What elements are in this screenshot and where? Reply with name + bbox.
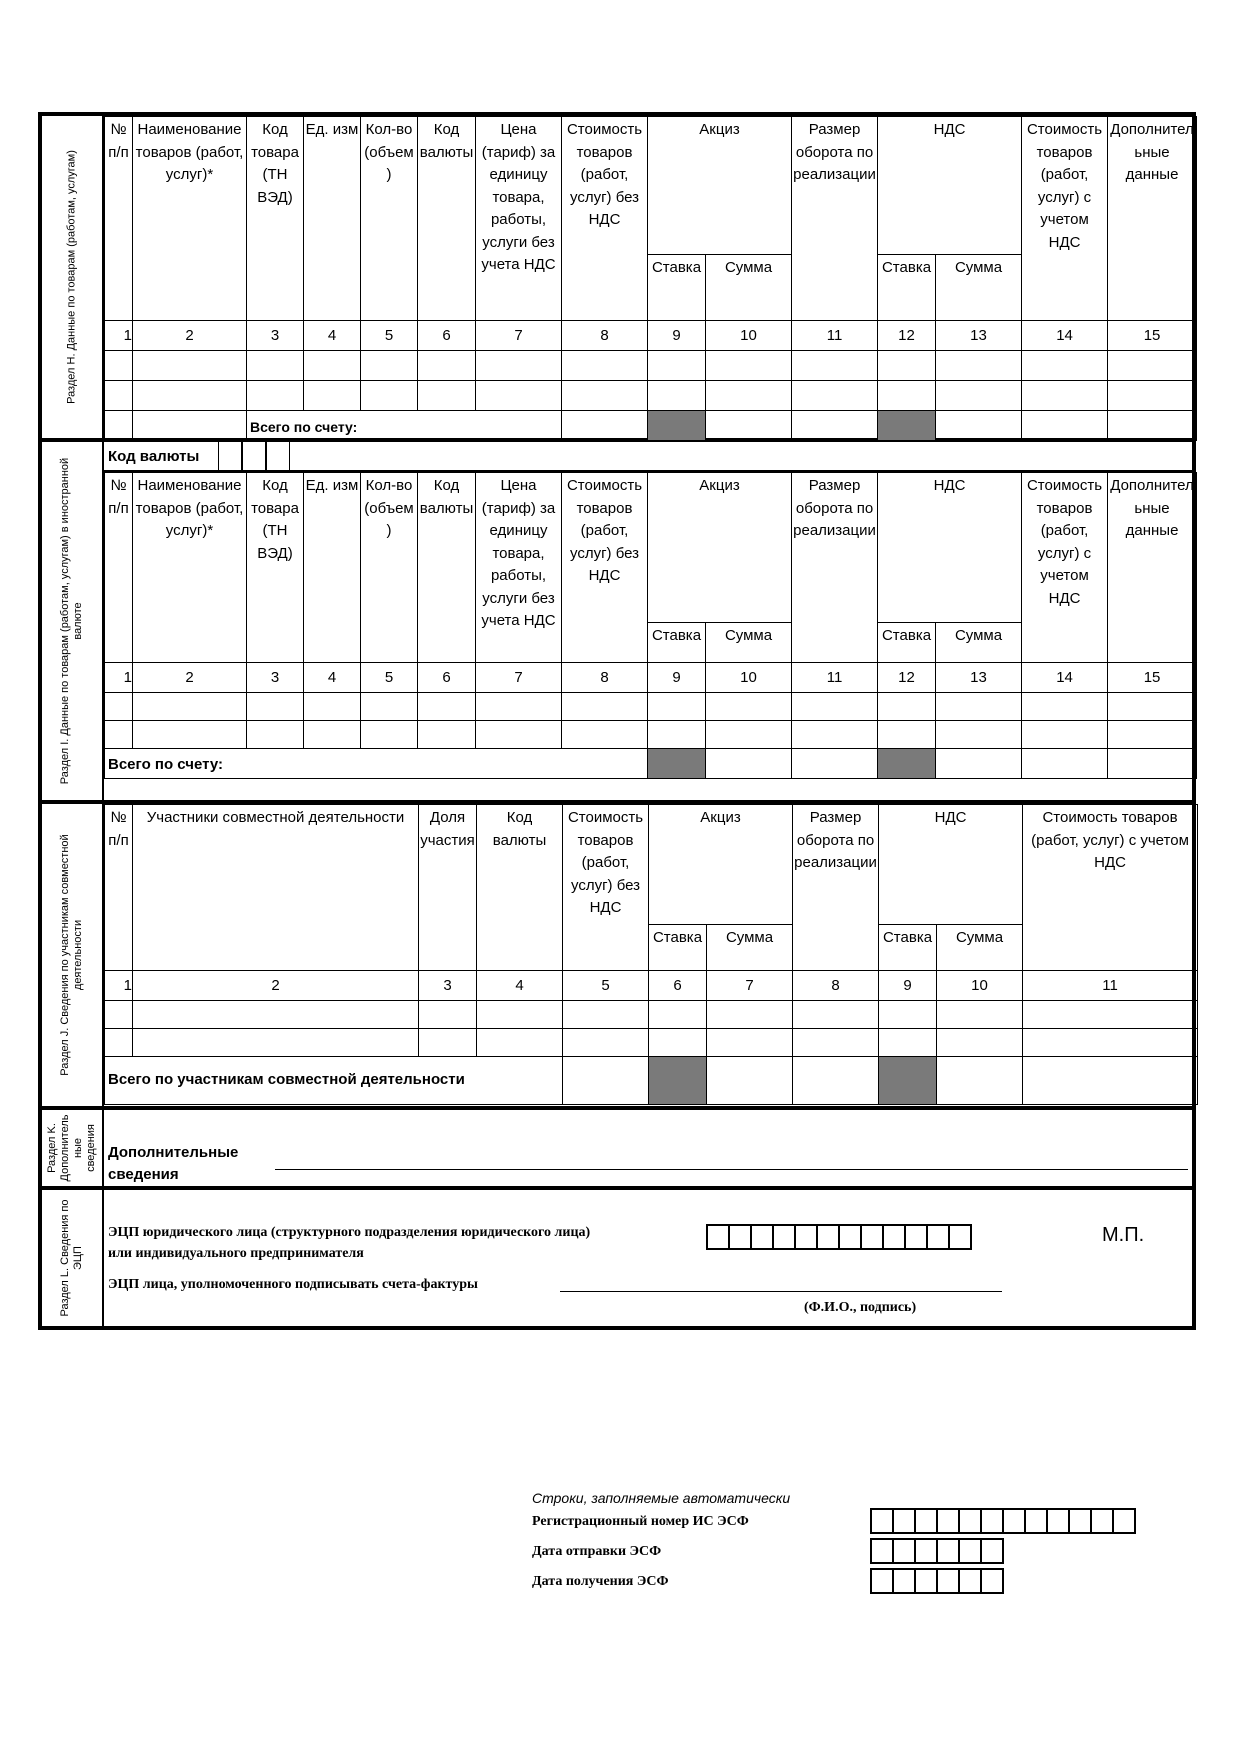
section-i-side-label: Раздел I. Данные по товарам (работам, услугам) в иностранной валюте bbox=[42, 442, 104, 800]
col-number: 4 bbox=[304, 663, 361, 693]
col-header-turnover: Размер оборота по реализации bbox=[792, 473, 878, 663]
col-number: 4 bbox=[477, 971, 563, 1001]
col-header-cost-no-vat: Стоимость товаров (работ, услуг) без НДС bbox=[562, 117, 648, 321]
col-header-price: Цена (тариф) за единицу товара, работы, услуги без учета НДС bbox=[476, 117, 562, 321]
additional-info-label: Дополнительные сведения bbox=[108, 1144, 239, 1183]
col-number: 2 bbox=[133, 663, 247, 693]
section-i-numbers-row bbox=[105, 663, 1197, 693]
col-number: 10 bbox=[937, 971, 1023, 1001]
col-number: 11 bbox=[792, 321, 878, 351]
currency-code-cell[interactable] bbox=[266, 442, 290, 470]
col-number: 11 bbox=[792, 663, 878, 693]
additional-info-line[interactable] bbox=[275, 1169, 1188, 1170]
col-header-vat-sum: Сумма bbox=[937, 925, 1023, 971]
receive-date-label: Дата получения ЭСФ bbox=[532, 1574, 669, 1589]
section-h-numbers-row bbox=[105, 321, 1197, 351]
col-number: 8 bbox=[562, 321, 648, 351]
col-header-vat: НДС bbox=[879, 805, 1023, 925]
col-number: 5 bbox=[361, 321, 418, 351]
col-number: 7 bbox=[476, 321, 562, 351]
col-header-share: Доля участия bbox=[419, 805, 477, 971]
col-header-vat-rate: Ставка bbox=[878, 255, 936, 321]
col-number: 7 bbox=[476, 663, 562, 693]
col-header-cost-no-vat: Стоимость товаров (работ, услуг) без НДС bbox=[563, 805, 649, 971]
section-k bbox=[42, 1110, 1192, 1190]
col-number: 14 bbox=[1022, 663, 1108, 693]
section-h-table bbox=[104, 116, 1197, 441]
col-header-price: Цена (тариф) за единицу товара, работы, услуги без учета НДС bbox=[476, 473, 562, 663]
col-header-currency: Код валюты bbox=[418, 473, 476, 663]
col-header-unit: Ед. изм bbox=[304, 117, 361, 321]
excise-rate-shaded bbox=[648, 411, 706, 441]
col-number: 3 bbox=[419, 971, 477, 1001]
col-header-excise: Акциз bbox=[649, 805, 793, 925]
vat-rate-shaded bbox=[878, 749, 936, 779]
col-number: 13 bbox=[936, 321, 1022, 351]
stamp-label: М.П. bbox=[1102, 1224, 1145, 1246]
col-number: 5 bbox=[563, 971, 649, 1001]
col-number: 5 bbox=[361, 663, 418, 693]
ecp-authorized-label: ЭЦП лица, уполномоченного подписывать счета-фактуры bbox=[108, 1277, 478, 1292]
invoice-form bbox=[38, 112, 1196, 1330]
reg-number-cells[interactable] bbox=[870, 1508, 1136, 1534]
col-header-number: № п/п bbox=[105, 117, 133, 321]
section-j-numbers-row bbox=[105, 971, 1198, 1001]
col-header-participants: Участники совместной деятельности bbox=[133, 805, 419, 971]
col-number: 15 bbox=[1108, 321, 1197, 351]
section-j-table bbox=[104, 804, 1198, 1105]
col-number: 10 bbox=[706, 663, 792, 693]
col-header-cost-no-vat: Стоимость товаров (работ, услуг) без НДС bbox=[562, 473, 648, 663]
col-number: 9 bbox=[648, 321, 706, 351]
currency-code-cell[interactable] bbox=[242, 442, 266, 470]
table-row[interactable] bbox=[105, 351, 1197, 381]
col-number: 6 bbox=[418, 663, 476, 693]
col-header-excise-sum: Сумма bbox=[706, 623, 792, 663]
ecp-legal-label: ЭЦП юридического лица (структурного подразделения юридического лица) или индивидуального предпринимателя bbox=[108, 1225, 591, 1261]
vat-rate-shaded bbox=[878, 411, 936, 441]
col-number: 4 bbox=[304, 321, 361, 351]
table-row[interactable] bbox=[105, 1029, 1198, 1057]
excise-rate-shaded bbox=[648, 749, 706, 779]
col-number: 11 bbox=[1023, 971, 1198, 1001]
section-j-side-label: Раздел J. Сведения по участникам совместной деятельности bbox=[42, 804, 104, 1106]
col-header-excise-sum: Сумма bbox=[706, 255, 792, 321]
reg-number-label: Регистрационный номер ИС ЭСФ bbox=[532, 1514, 749, 1529]
total-row bbox=[105, 411, 1197, 441]
col-header-quantity: Кол-во (объем) bbox=[361, 473, 418, 663]
section-i bbox=[42, 442, 1192, 804]
section-i-table bbox=[104, 472, 1197, 779]
send-date-cells[interactable] bbox=[870, 1538, 1004, 1564]
col-header-vat-rate: Ставка bbox=[878, 623, 936, 663]
col-number: 14 bbox=[1022, 321, 1108, 351]
total-label: Всего по участникам совместной деятельности bbox=[105, 1057, 563, 1105]
receive-date-cells[interactable] bbox=[870, 1568, 1004, 1594]
col-number: 1 bbox=[105, 321, 133, 351]
col-header-excise-rate: Ставка bbox=[649, 925, 707, 971]
vat-rate-shaded bbox=[879, 1057, 937, 1105]
col-header-name: Наименование товаров (работ, услуг)* bbox=[133, 117, 247, 321]
section-h-side-label: Раздел H. Данные по товарам (работам, услугам) bbox=[42, 116, 104, 438]
col-header-excise: Акциз bbox=[648, 473, 792, 623]
col-number: 2 bbox=[133, 971, 419, 1001]
col-number: 9 bbox=[879, 971, 937, 1001]
col-header-cost-with-vat: Стоимость товаров (работ, услуг) с учетом НДС bbox=[1023, 805, 1198, 971]
col-header-vat-sum: Сумма bbox=[936, 623, 1022, 663]
col-header-excise-rate: Ставка bbox=[648, 255, 706, 321]
col-header-turnover: Размер оборота по реализации bbox=[792, 117, 878, 321]
excise-rate-shaded bbox=[649, 1057, 707, 1105]
col-number: 9 bbox=[648, 663, 706, 693]
col-header-currency: Код валюты bbox=[477, 805, 563, 971]
section-h bbox=[42, 116, 1192, 442]
col-header-number: № п/п bbox=[105, 805, 133, 971]
col-number: 1 bbox=[105, 971, 133, 1001]
col-header-vat: НДС bbox=[878, 473, 1022, 623]
section-j bbox=[42, 804, 1192, 1110]
ecp-authorized-line[interactable] bbox=[560, 1291, 1002, 1292]
currency-code-cell[interactable] bbox=[218, 442, 242, 470]
section-l-side-label: Раздел L. Сведения по ЭЦП bbox=[42, 1190, 104, 1326]
col-number: 12 bbox=[878, 321, 936, 351]
total-label: Всего по счету: bbox=[247, 411, 562, 441]
col-number: 7 bbox=[707, 971, 793, 1001]
total-label: Всего по счету: bbox=[105, 749, 648, 779]
send-date-label: Дата отправки ЭСФ bbox=[532, 1544, 662, 1559]
col-header-cost-with-vat: Стоимость товаров (работ, услуг) с учетом НДС bbox=[1022, 473, 1108, 663]
col-number: 6 bbox=[418, 321, 476, 351]
currency-code-row bbox=[104, 442, 1192, 472]
col-number: 3 bbox=[247, 663, 304, 693]
col-header-currency: Код валюты bbox=[418, 117, 476, 321]
col-number: 2 bbox=[133, 321, 247, 351]
col-number: 13 bbox=[936, 663, 1022, 693]
col-number: 8 bbox=[793, 971, 879, 1001]
auto-rows-title: Строки, заполняемые автоматически bbox=[532, 1490, 791, 1506]
col-header-number: № п/п bbox=[105, 473, 133, 663]
table-row[interactable] bbox=[105, 381, 1197, 411]
col-header-name: Наименование товаров (работ, услуг)* bbox=[133, 473, 247, 663]
col-header-turnover: Размер оборота по реализации bbox=[793, 805, 879, 971]
col-header-unit: Ед. изм bbox=[304, 473, 361, 663]
col-header-code: Код товара (ТН ВЭД) bbox=[247, 473, 304, 663]
col-header-excise: Акциз bbox=[648, 117, 792, 255]
currency-code-label: Код валюты bbox=[108, 448, 200, 465]
col-header-cost-with-vat: Стоимость товаров (работ, услуг) с учетом НДС bbox=[1022, 117, 1108, 321]
col-number: 12 bbox=[878, 663, 936, 693]
col-header-additional: Дополнительные данные bbox=[1108, 473, 1197, 663]
total-row bbox=[105, 749, 1197, 779]
total-row bbox=[105, 1057, 1198, 1105]
signature-hint: (Ф.И.О., подпись) bbox=[804, 1300, 917, 1315]
col-number: 1 bbox=[105, 663, 133, 693]
col-header-excise-sum: Сумма bbox=[707, 925, 793, 971]
col-header-code: Код товара (ТН ВЭД) bbox=[247, 117, 304, 321]
section-k-side-label: Раздел K. Дополнитель ные сведения bbox=[42, 1110, 104, 1186]
table-row[interactable] bbox=[105, 693, 1197, 721]
col-header-additional: Дополнительные данные bbox=[1108, 117, 1197, 321]
col-number: 10 bbox=[706, 321, 792, 351]
col-number: 3 bbox=[247, 321, 304, 351]
col-header-vat: НДС bbox=[878, 117, 1022, 255]
ecp-legal-cells[interactable] bbox=[706, 1224, 972, 1250]
section-l bbox=[42, 1190, 1192, 1326]
col-header-vat-rate: Ставка bbox=[879, 925, 937, 971]
col-header-vat-sum: Сумма bbox=[936, 255, 1022, 321]
col-number: 15 bbox=[1108, 663, 1197, 693]
table-row[interactable] bbox=[105, 721, 1197, 749]
table-row[interactable] bbox=[105, 1001, 1198, 1029]
col-header-excise-rate: Ставка bbox=[648, 623, 706, 663]
col-number: 6 bbox=[649, 971, 707, 1001]
col-header-quantity: Кол-во (объем) bbox=[361, 117, 418, 321]
col-number: 8 bbox=[562, 663, 648, 693]
